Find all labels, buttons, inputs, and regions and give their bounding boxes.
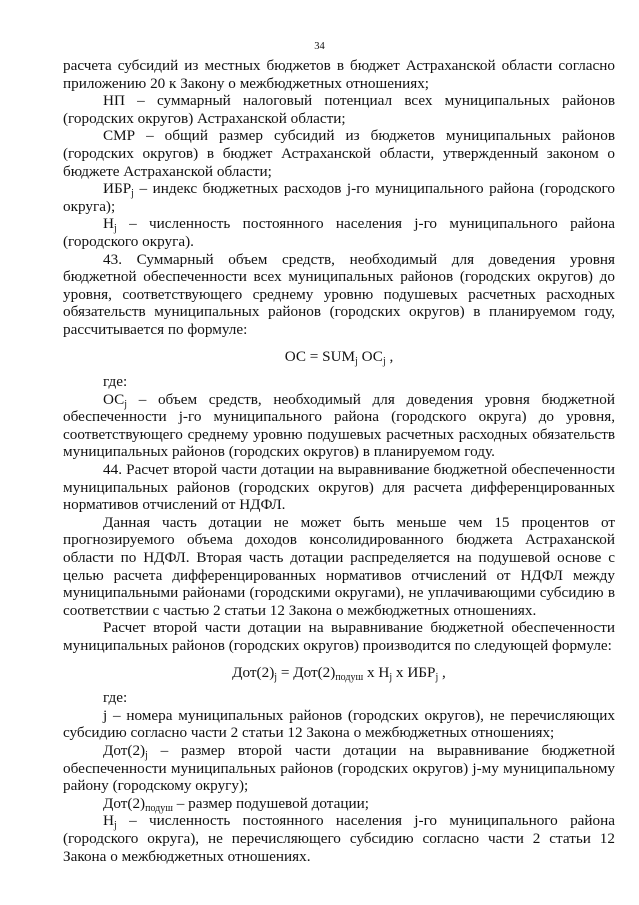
paragraph-continued: расчета субсидий из местных бюджетов в бюджет Астраханской области согласно приложению 20 к Закону о межбюджетных отношениях; bbox=[63, 57, 615, 92]
formula-part: х Н bbox=[363, 663, 390, 681]
term: Дот(2) bbox=[103, 794, 146, 812]
formula-part: Дот(2) bbox=[232, 663, 275, 681]
clause-44: 44. Расчет второй части дотации на выравнивание бюджетной обеспеченности муниципальных районов (городских округов) для расчета дифференцированных нормативов отчислений от НДФЛ. bbox=[63, 461, 615, 514]
subscript: j bbox=[113, 223, 117, 235]
subscript: подуш bbox=[335, 671, 364, 683]
paragraph-calculation: Расчет второй части дотации на выравнивание бюджетной обеспеченности муниципальных районов (городских округов) производится по следующей формуле: bbox=[63, 619, 615, 654]
definition-hj-nonpaying bbox=[63, 812, 615, 865]
subscript: j bbox=[274, 671, 278, 683]
term: Н bbox=[103, 215, 114, 233]
term: ИБР bbox=[103, 180, 132, 198]
formula-part: х ИБР bbox=[392, 663, 436, 681]
document-body bbox=[63, 57, 615, 865]
formula-oc bbox=[63, 348, 615, 366]
subscript: j bbox=[355, 355, 358, 367]
definition-np: НП – суммарный налоговый потенциал всех муниципальных районов (городских округов) Астраханской области; bbox=[63, 92, 615, 127]
definition-j: j – номера муниципальных районов (городских округов), не перечисляющих субсидию согласно части 2 статьи 12 Закона о межбюджетных отношениях; bbox=[63, 706, 615, 742]
clause-43: 43. Суммарный объем средств, необходимый для доведения уровня бюджетной обеспеченности всех муниципальных районов (городских округов) до уровня, соответствующего среднему уровню подушевых расчетных расходных обязательств муниципальных районов (городских округов) в планируемом году, рассчитывается по формуле: bbox=[63, 250, 615, 338]
definition-dot2j bbox=[63, 742, 615, 795]
subscript: j bbox=[382, 355, 386, 367]
where-label: где: bbox=[103, 689, 128, 707]
formula-part: = Дот(2) bbox=[277, 663, 336, 681]
formula-part: ОС = SUM bbox=[284, 347, 356, 365]
definition-text: – размер подушевой дотации; bbox=[172, 794, 369, 812]
definition-text: – численность постоянного населения j-го муниципального района (городского округа). bbox=[63, 215, 615, 250]
formula-part: , bbox=[385, 347, 394, 365]
subscript: j bbox=[131, 188, 134, 200]
definition-ibr bbox=[63, 180, 615, 215]
definition-text: – индекс бюджетных расходов j-го муниципального района (городского округа); bbox=[63, 180, 615, 215]
term: ОС bbox=[103, 390, 125, 408]
subscript: j bbox=[113, 820, 117, 832]
definition-ocj bbox=[63, 391, 615, 461]
definition-dot2-podush bbox=[63, 795, 615, 813]
subscript: j bbox=[145, 749, 148, 761]
definition-text: – размер второй части дотации на выравнивание бюджетной обеспеченности муниципальных районов (городских округов) j-му муниципальному району (городскому округу); bbox=[63, 741, 615, 795]
formula-part: , bbox=[438, 663, 446, 681]
definition-hj bbox=[63, 215, 615, 250]
subscript: j bbox=[389, 671, 393, 683]
definition-text: – численность постоянного населения j-го муниципального района (городского округа), не перечисляющего субсидию согласно части 2 статьи 12 Закона о межбюджетных отношениях. bbox=[63, 812, 615, 865]
term: Дот(2) bbox=[103, 741, 146, 759]
paragraph-dotation-part: Данная часть дотации не может быть меньше чем 15 процентов от прогнозируемого объема доходов консолидированного бюджета Астраханской области по НДФЛ. Вторая часть дотации распределяется на подушевой основе с целью расчета дифференцированных нормативов отчислений от НДФЛ между муниципальными районами (городскими округами), не уплачивающими субсидию в соответствии с частью 2 статьи 12 Закона о межбюджетных отношениях. bbox=[63, 513, 615, 619]
formula-part: ОС bbox=[357, 347, 383, 365]
formula-dot2 bbox=[63, 664, 615, 682]
definition-smr: СМР – общий размер субсидий из бюджетов муниципальных районов (городских округов) в бюджет Астраханской области, утвержденный законом о бюджете Астраханской области; bbox=[63, 127, 615, 180]
page-number: 34 bbox=[314, 41, 325, 52]
definition-text: – объем средств, необходимый для доведения уровня бюджетной обеспеченности j-го муниципального района (городского округа) до уровня, соответствующего среднему уровню подушевых расчетных расходных обязательств муниципальных районов (городских округов) в планируемом году. bbox=[63, 390, 615, 461]
subscript: j bbox=[124, 398, 128, 410]
subscript: подуш bbox=[145, 802, 173, 814]
subscript: j bbox=[435, 671, 439, 683]
term: Н bbox=[103, 812, 114, 830]
where-label: где: bbox=[103, 373, 128, 391]
